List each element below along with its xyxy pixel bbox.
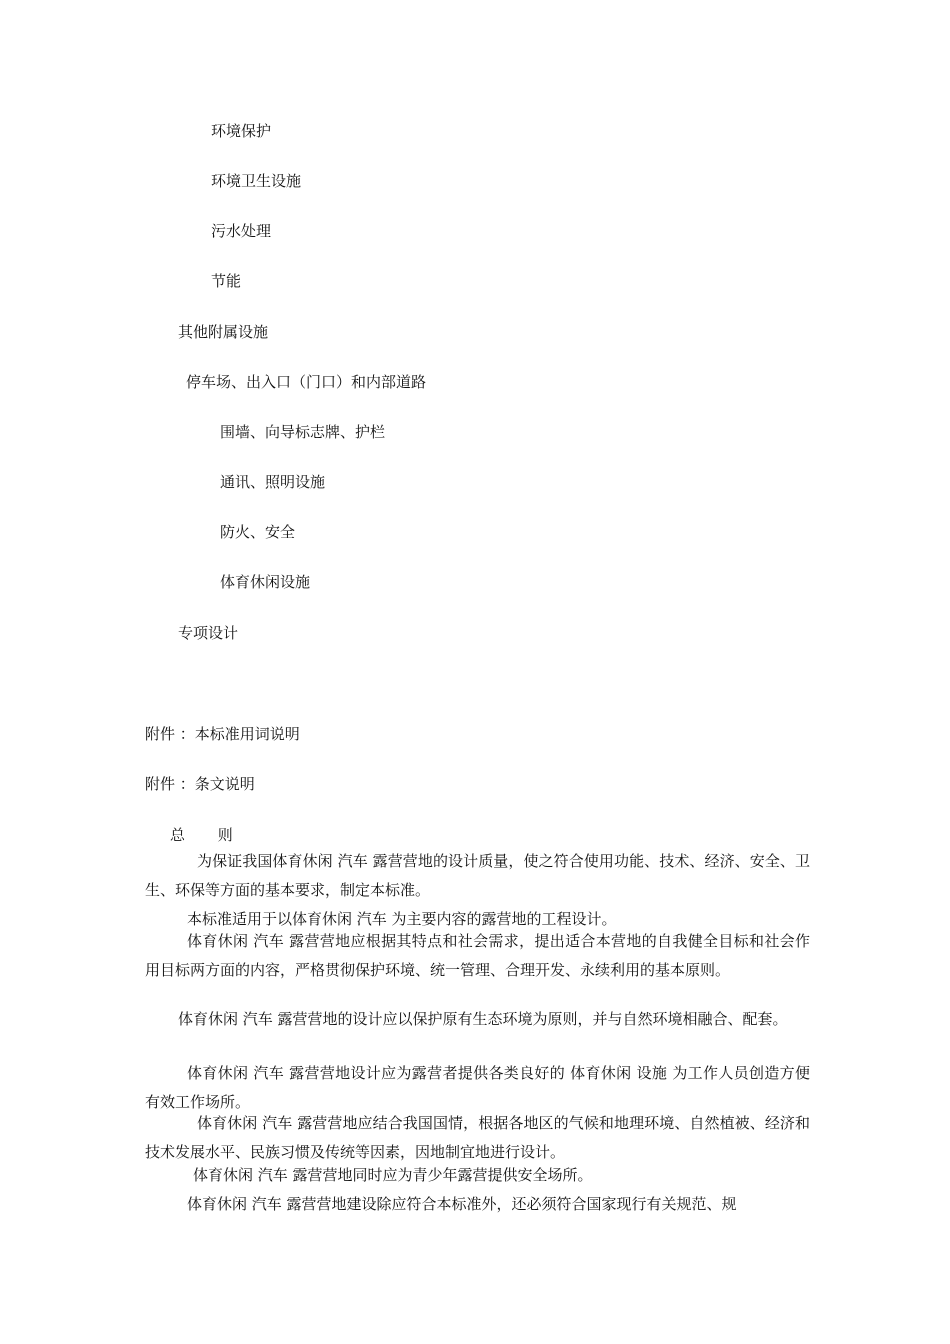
paragraph-facilities: 体育休闲 汽车 露营营地设计应为露营者提供各类良好的 体育休闲 设施 为工作人员创造方便有效工作场所。: [145, 1064, 810, 1111]
toc-item-environment-protection: 环境保护: [211, 122, 272, 140]
toc-item-fire-safety: 防火、安全: [220, 523, 296, 541]
paragraph-local-conditions: 体育休闲 汽车 露营营地应结合我国国情，根据各地区的气候和地理环境、自然植被、经济和技术发展水平、民族习惯及传统等因素，因地制宜地进行设计。: [145, 1114, 810, 1161]
toc-item-sports-facilities: 体育休闲设施: [220, 573, 311, 591]
toc-item-special-design: 专项设计: [178, 624, 239, 642]
appendix-terms: 附件 ：本标准用词说明: [145, 725, 300, 743]
toc-item-communication-lighting: 通讯、照明设施: [220, 473, 326, 491]
toc-item-sewage-treatment: 污水处理: [211, 222, 272, 240]
paragraph-youth-safety: 体育休闲 汽车 露营营地同时应为青少年露营提供安全场所。: [193, 1166, 593, 1184]
paragraph-compliance: 体育休闲 汽车 露营营地建设除应符合本标准外，还必须符合国家现行有关规范、规: [187, 1195, 737, 1213]
toc-item-sanitation-facilities: 环境卫生设施: [211, 172, 302, 190]
section-title: 总 则: [170, 826, 247, 844]
paragraph-scope: 本标准适用于以体育休闲 汽车 为主要内容的露营地的工程设计。: [187, 910, 617, 928]
paragraph-ecology: 体育休闲 汽车 露营营地的设计应以保护原有生态环境为原则，并与自然环境相融合、配套。: [178, 1010, 788, 1028]
paragraph-purpose: 为保证我国体育休闲 汽车 露营营地的设计质量，使之符合使用功能、技术、经济、安全、卫生、环保等方面的基本要求，制定本标准。: [145, 852, 810, 899]
toc-item-parking-roads: 停车场、出入口（门口）和内部道路: [186, 373, 427, 391]
toc-item-other-facilities: 其他附属设施: [178, 323, 269, 341]
toc-item-energy-saving: 节能: [211, 272, 242, 290]
toc-item-walls-signs: 围墙、向导标志牌、护栏: [220, 423, 386, 441]
paragraph-goals: 体育休闲 汽车 露营营地应根据其特点和社会需求，提出适合本营地的自我健全目标和社会作用目标两方面的内容，严格贯彻保护环境、统一管理、合理开发、永续利用的基本原则。: [145, 932, 810, 979]
appendix-notes: 附件 ：条文说明: [145, 775, 255, 793]
